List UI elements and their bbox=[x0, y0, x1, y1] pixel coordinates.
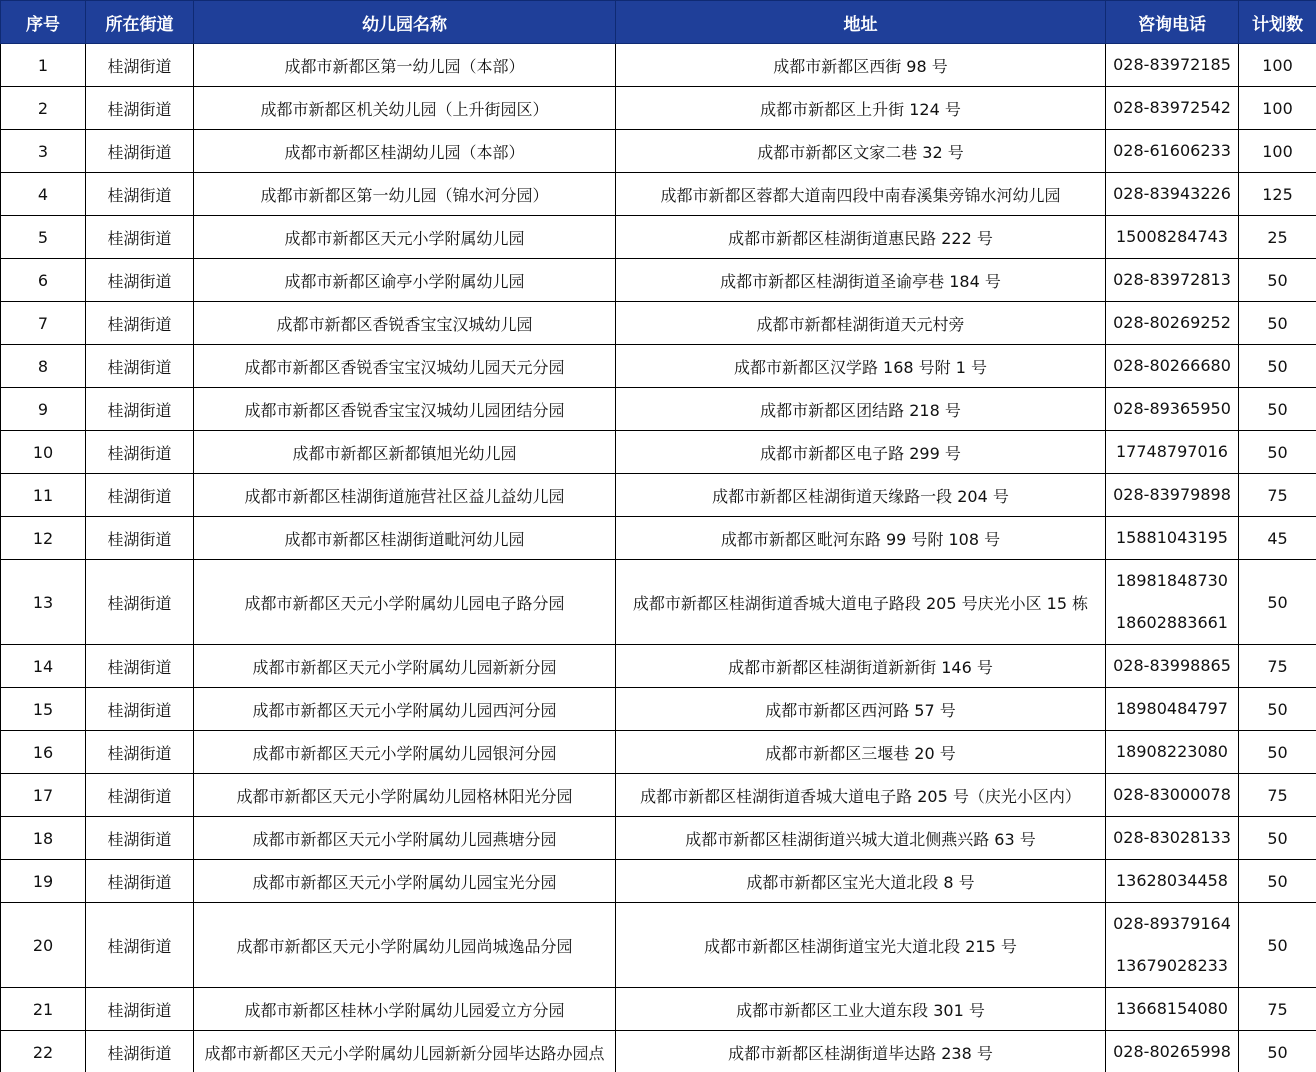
cell-plan: 100 bbox=[1239, 130, 1316, 173]
cell-address: 成都市新都区上升街 124 号 bbox=[616, 87, 1106, 130]
cell-name: 成都市新都区天元小学附属幼儿园燕塘分园 bbox=[194, 817, 616, 860]
cell-address: 成都市新都区桂湖街道新新街 146 号 bbox=[616, 645, 1106, 688]
table-row bbox=[1, 302, 1316, 345]
cell-plan: 50 bbox=[1239, 560, 1316, 645]
table-row bbox=[1, 860, 1316, 903]
header-street: 所在街道 bbox=[86, 1, 194, 44]
cell-phone bbox=[1106, 731, 1239, 774]
cell-street: 桂湖街道 bbox=[86, 259, 194, 302]
cell-plan: 75 bbox=[1239, 988, 1316, 1031]
cell-no: 14 bbox=[1, 645, 86, 688]
cell-street: 桂湖街道 bbox=[86, 44, 194, 87]
table-row bbox=[1, 474, 1316, 517]
cell-street: 桂湖街道 bbox=[86, 645, 194, 688]
cell-name: 成都市新都区天元小学附属幼儿园 bbox=[194, 216, 616, 259]
table-row bbox=[1, 903, 1316, 988]
cell-street: 桂湖街道 bbox=[86, 903, 194, 988]
cell-name: 成都市新都区香锐香宝宝汉城幼儿园团结分园 bbox=[194, 388, 616, 431]
phone-number: 13679028233 bbox=[1116, 956, 1228, 975]
cell-address: 成都市新都区桂湖街道兴城大道北侧燕兴路 63 号 bbox=[616, 817, 1106, 860]
cell-no: 20 bbox=[1, 903, 86, 988]
cell-address: 成都市新都区电子路 299 号 bbox=[616, 431, 1106, 474]
phone-number: 028-83979898 bbox=[1113, 485, 1231, 504]
header-plan: 计划数 bbox=[1239, 1, 1316, 44]
cell-phone bbox=[1106, 1031, 1239, 1072]
cell-name: 成都市新都区香锐香宝宝汉城幼儿园天元分园 bbox=[194, 345, 616, 388]
cell-no: 8 bbox=[1, 345, 86, 388]
cell-address: 成都市新都区桂湖街道惠民路 222 号 bbox=[616, 216, 1106, 259]
table-row bbox=[1, 731, 1316, 774]
table-header bbox=[1, 1, 1316, 44]
cell-phone bbox=[1106, 645, 1239, 688]
cell-plan: 50 bbox=[1239, 259, 1316, 302]
cell-plan: 50 bbox=[1239, 431, 1316, 474]
cell-name: 成都市新都区天元小学附属幼儿园电子路分园 bbox=[194, 560, 616, 645]
cell-address: 成都市新都区桂湖街道宝光大道北段 215 号 bbox=[616, 903, 1106, 988]
cell-phone bbox=[1106, 87, 1239, 130]
cell-plan: 45 bbox=[1239, 517, 1316, 560]
cell-phone bbox=[1106, 903, 1239, 988]
cell-phone bbox=[1106, 388, 1239, 431]
cell-street: 桂湖街道 bbox=[86, 731, 194, 774]
cell-name: 成都市新都区天元小学附属幼儿园宝光分园 bbox=[194, 860, 616, 903]
table-row bbox=[1, 259, 1316, 302]
table-row bbox=[1, 216, 1316, 259]
phone-number: 028-80265998 bbox=[1113, 1042, 1231, 1061]
table-row bbox=[1, 44, 1316, 87]
table-row bbox=[1, 774, 1316, 817]
cell-plan: 75 bbox=[1239, 474, 1316, 517]
header-row bbox=[1, 1, 1316, 44]
phone-number: 028-83972185 bbox=[1113, 55, 1231, 74]
cell-plan: 50 bbox=[1239, 345, 1316, 388]
cell-phone bbox=[1106, 173, 1239, 216]
phone-number: 18908223080 bbox=[1116, 742, 1228, 761]
cell-plan: 125 bbox=[1239, 173, 1316, 216]
cell-no: 12 bbox=[1, 517, 86, 560]
cell-street: 桂湖街道 bbox=[86, 130, 194, 173]
phone-number: 13668154080 bbox=[1116, 999, 1228, 1018]
phone-number: 17748797016 bbox=[1116, 442, 1228, 461]
cell-name: 成都市新都区桂湖街道施营社区益儿益幼儿园 bbox=[194, 474, 616, 517]
cell-name: 成都市新都区桂林小学附属幼儿园爱立方分园 bbox=[194, 988, 616, 1031]
cell-address: 成都市新都桂湖街道天元村旁 bbox=[616, 302, 1106, 345]
cell-address: 成都市新都区桂湖街道香城大道电子路段 205 号庆光小区 15 栋 bbox=[616, 560, 1106, 645]
cell-plan: 50 bbox=[1239, 688, 1316, 731]
cell-no: 21 bbox=[1, 988, 86, 1031]
phone-number: 028-61606233 bbox=[1113, 141, 1231, 160]
cell-no: 22 bbox=[1, 1031, 86, 1072]
cell-name: 成都市新都区天元小学附属幼儿园新新分园毕达路办园点 bbox=[194, 1031, 616, 1072]
cell-phone bbox=[1106, 817, 1239, 860]
cell-no: 4 bbox=[1, 173, 86, 216]
cell-street: 桂湖街道 bbox=[86, 388, 194, 431]
table-row bbox=[1, 345, 1316, 388]
cell-street: 桂湖街道 bbox=[86, 774, 194, 817]
header-no: 序号 bbox=[1, 1, 86, 44]
cell-street: 桂湖街道 bbox=[86, 216, 194, 259]
cell-name: 成都市新都区天元小学附属幼儿园西河分园 bbox=[194, 688, 616, 731]
cell-street: 桂湖街道 bbox=[86, 517, 194, 560]
phone-number: 15008284743 bbox=[1116, 227, 1228, 246]
cell-street: 桂湖街道 bbox=[86, 1031, 194, 1072]
cell-no: 19 bbox=[1, 860, 86, 903]
cell-phone bbox=[1106, 517, 1239, 560]
cell-no: 10 bbox=[1, 431, 86, 474]
cell-no: 3 bbox=[1, 130, 86, 173]
cell-no: 17 bbox=[1, 774, 86, 817]
phone-number: 028-83972813 bbox=[1113, 270, 1231, 289]
phone-number: 028-83943226 bbox=[1113, 184, 1231, 203]
cell-name: 成都市新都区谕亭小学附属幼儿园 bbox=[194, 259, 616, 302]
phone-number: 028-80266680 bbox=[1113, 356, 1231, 375]
cell-no: 7 bbox=[1, 302, 86, 345]
cell-no: 9 bbox=[1, 388, 86, 431]
cell-address: 成都市新都区宝光大道北段 8 号 bbox=[616, 860, 1106, 903]
cell-no: 16 bbox=[1, 731, 86, 774]
cell-phone bbox=[1106, 44, 1239, 87]
cell-address: 成都市新都区汉学路 168 号附 1 号 bbox=[616, 345, 1106, 388]
cell-plan: 100 bbox=[1239, 87, 1316, 130]
cell-address: 成都市新都区西河路 57 号 bbox=[616, 688, 1106, 731]
cell-phone bbox=[1106, 216, 1239, 259]
cell-name: 成都市新都区天元小学附属幼儿园格林阳光分园 bbox=[194, 774, 616, 817]
cell-address: 成都市新都区团结路 218 号 bbox=[616, 388, 1106, 431]
cell-phone bbox=[1106, 688, 1239, 731]
cell-plan: 50 bbox=[1239, 731, 1316, 774]
table-row bbox=[1, 87, 1316, 130]
cell-plan: 75 bbox=[1239, 645, 1316, 688]
phone-number: 028-83028133 bbox=[1113, 828, 1231, 847]
cell-phone bbox=[1106, 345, 1239, 388]
cell-plan: 50 bbox=[1239, 302, 1316, 345]
cell-no: 13 bbox=[1, 560, 86, 645]
cell-address: 成都市新都区桂湖街道香城大道电子路 205 号（庆光小区内） bbox=[616, 774, 1106, 817]
cell-street: 桂湖街道 bbox=[86, 173, 194, 216]
cell-street: 桂湖街道 bbox=[86, 87, 194, 130]
phone-number: 18980484797 bbox=[1116, 699, 1228, 718]
cell-name: 成都市新都区天元小学附属幼儿园银河分园 bbox=[194, 731, 616, 774]
table-row bbox=[1, 645, 1316, 688]
cell-name: 成都市新都区香锐香宝宝汉城幼儿园 bbox=[194, 302, 616, 345]
cell-no: 11 bbox=[1, 474, 86, 517]
cell-phone bbox=[1106, 431, 1239, 474]
table-row bbox=[1, 517, 1316, 560]
cell-phone bbox=[1106, 860, 1239, 903]
cell-address: 成都市新都区工业大道东段 301 号 bbox=[616, 988, 1106, 1031]
cell-street: 桂湖街道 bbox=[86, 345, 194, 388]
cell-plan: 50 bbox=[1239, 1031, 1316, 1072]
table-row bbox=[1, 1031, 1316, 1072]
cell-phone bbox=[1106, 130, 1239, 173]
table-row bbox=[1, 388, 1316, 431]
cell-plan: 25 bbox=[1239, 216, 1316, 259]
cell-address: 成都市新都区桂湖街道天缘路一段 204 号 bbox=[616, 474, 1106, 517]
phone-number: 13628034458 bbox=[1116, 871, 1228, 890]
table-body bbox=[1, 44, 1316, 1072]
table-row bbox=[1, 988, 1316, 1031]
cell-plan: 100 bbox=[1239, 44, 1316, 87]
cell-street: 桂湖街道 bbox=[86, 431, 194, 474]
cell-name: 成都市新都区第一幼儿园（本部） bbox=[194, 44, 616, 87]
table-row bbox=[1, 431, 1316, 474]
cell-street: 桂湖街道 bbox=[86, 688, 194, 731]
cell-phone bbox=[1106, 474, 1239, 517]
phone-number: 028-89365950 bbox=[1113, 399, 1231, 418]
phone-number: 028-80269252 bbox=[1113, 313, 1231, 332]
cell-address: 成都市新都区蓉都大道南四段中南春溪集旁锦水河幼儿园 bbox=[616, 173, 1106, 216]
cell-phone bbox=[1106, 302, 1239, 345]
phone-number: 028-83998865 bbox=[1113, 656, 1231, 675]
cell-name: 成都市新都区新都镇旭光幼儿园 bbox=[194, 431, 616, 474]
cell-name: 成都市新都区天元小学附属幼儿园新新分园 bbox=[194, 645, 616, 688]
phone-number: 18981848730 bbox=[1116, 571, 1228, 590]
table-row bbox=[1, 130, 1316, 173]
table-row bbox=[1, 688, 1316, 731]
cell-street: 桂湖街道 bbox=[86, 474, 194, 517]
phone-number: 028-89379164 bbox=[1113, 914, 1231, 933]
cell-address: 成都市新都区西街 98 号 bbox=[616, 44, 1106, 87]
cell-street: 桂湖街道 bbox=[86, 302, 194, 345]
cell-name: 成都市新都区桂湖街道毗河幼儿园 bbox=[194, 517, 616, 560]
cell-name: 成都市新都区第一幼儿园（锦水河分园） bbox=[194, 173, 616, 216]
header-phone: 咨询电话 bbox=[1106, 1, 1239, 44]
cell-street: 桂湖街道 bbox=[86, 560, 194, 645]
cell-name: 成都市新都区天元小学附属幼儿园尚城逸品分园 bbox=[194, 903, 616, 988]
cell-no: 1 bbox=[1, 44, 86, 87]
table-row bbox=[1, 560, 1316, 645]
cell-no: 15 bbox=[1, 688, 86, 731]
header-name: 幼儿园名称 bbox=[194, 1, 616, 44]
cell-street: 桂湖街道 bbox=[86, 988, 194, 1031]
cell-name: 成都市新都区机关幼儿园（上升街园区） bbox=[194, 87, 616, 130]
cell-no: 18 bbox=[1, 817, 86, 860]
cell-no: 2 bbox=[1, 87, 86, 130]
cell-plan: 50 bbox=[1239, 388, 1316, 431]
cell-address: 成都市新都区桂湖街道圣谕亭巷 184 号 bbox=[616, 259, 1106, 302]
header-address: 地址 bbox=[616, 1, 1106, 44]
phone-number: 028-83000078 bbox=[1113, 785, 1231, 804]
table-row bbox=[1, 817, 1316, 860]
cell-street: 桂湖街道 bbox=[86, 817, 194, 860]
cell-no: 5 bbox=[1, 216, 86, 259]
phone-number: 15881043195 bbox=[1116, 528, 1228, 547]
cell-plan: 50 bbox=[1239, 903, 1316, 988]
phone-number: 028-83972542 bbox=[1113, 98, 1231, 117]
cell-plan: 50 bbox=[1239, 817, 1316, 860]
cell-plan: 50 bbox=[1239, 860, 1316, 903]
cell-phone bbox=[1106, 560, 1239, 645]
cell-phone bbox=[1106, 988, 1239, 1031]
phone-number: 18602883661 bbox=[1116, 613, 1228, 632]
cell-no: 6 bbox=[1, 259, 86, 302]
cell-address: 成都市新都区毗河东路 99 号附 108 号 bbox=[616, 517, 1106, 560]
cell-plan: 75 bbox=[1239, 774, 1316, 817]
cell-street: 桂湖街道 bbox=[86, 860, 194, 903]
cell-phone bbox=[1106, 259, 1239, 302]
cell-address: 成都市新都区桂湖街道毕达路 238 号 bbox=[616, 1031, 1106, 1072]
table-row bbox=[1, 173, 1316, 216]
cell-phone bbox=[1106, 774, 1239, 817]
cell-address: 成都市新都区文家二巷 32 号 bbox=[616, 130, 1106, 173]
cell-name: 成都市新都区桂湖幼儿园（本部） bbox=[194, 130, 616, 173]
cell-address: 成都市新都区三堰巷 20 号 bbox=[616, 731, 1106, 774]
